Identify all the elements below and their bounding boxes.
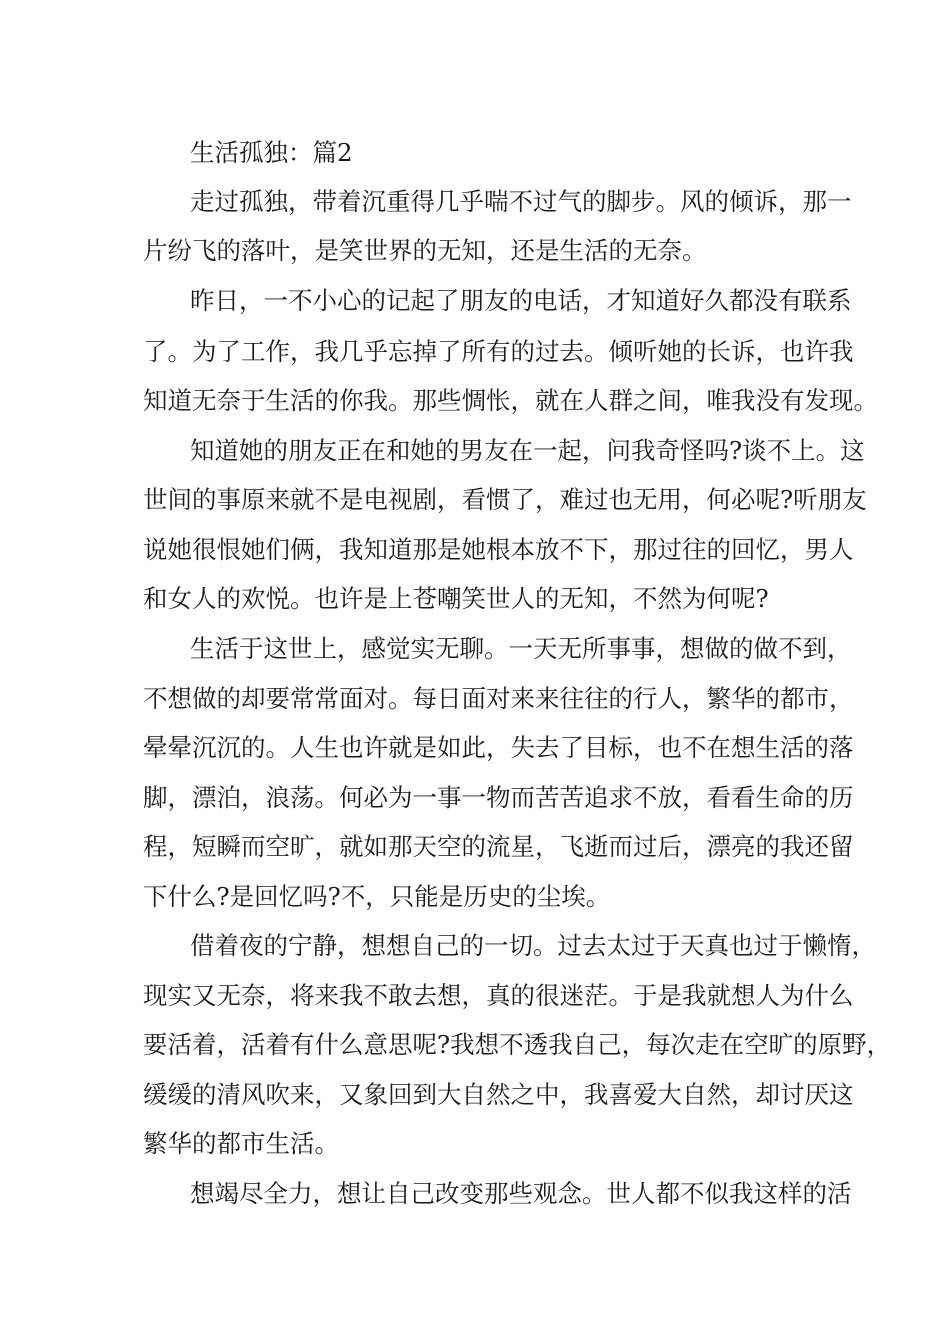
- text-line: 繁华的都市生活。: [143, 1129, 339, 1158]
- text-line: 不想做的却要常常面对。每日面对来来往往的行人，繁华的都市，: [143, 684, 854, 713]
- text-line: 缓缓的清风吹来，又象回到大自然之中，我喜爱大自然，却讨厌这: [143, 1080, 854, 1109]
- text-line: 下什么?是回忆吗?不，只能是历史的尘埃。: [143, 882, 611, 911]
- text-line: 了。为了工作，我几乎忘掉了所有的过去。倾听她的长诉，也许我: [143, 337, 854, 366]
- text-line: 借着夜的宁静，想想自己的一切。过去太过于天真也过于懒惰，: [190, 931, 876, 960]
- text-line: 现实又无奈，将来我不敢去想，真的很迷茫。于是我就想人为什么: [143, 981, 854, 1010]
- text-line: 走过孤独，带着沉重得几乎喘不过气的脚步。风的倾诉，那一: [190, 187, 852, 216]
- text-line: 生活于这世上，感觉实无聊。一天无所事事，想做的做不到，: [190, 634, 852, 663]
- text-line: 脚，漂泊，浪荡。何必为一事一物而苦苦追求不放，看看生命的历: [143, 783, 854, 812]
- text-line: 知道无奈于生活的你我。那些惆怅，就在人群之间，唯我没有发现。: [143, 386, 878, 415]
- text-line: 说她很恨她们俩，我知道那是她根本放不下，那过往的回忆，男人: [143, 535, 854, 564]
- text-line: 晕晕沉沉的。人生也许就是如此，失去了目标，也不在想生活的落: [143, 733, 854, 762]
- text-line: 程，短瞬而空旷，就如那天空的流星，飞逝而过后，漂亮的我还留: [143, 832, 854, 861]
- text-line: 要活着，活着有什么意思呢?我想不透我自己，每次走在空旷的原野，: [143, 1030, 892, 1059]
- heading: 生活孤独：篇2: [190, 138, 353, 167]
- text-line: 知道她的朋友正在和她的男友在一起，问我奇怪吗?谈不上。这: [190, 436, 865, 465]
- text-line: 想竭尽全力，想让自己改变那些观念。世人都不似我这样的活: [190, 1179, 852, 1208]
- text-line: 世间的事原来就不是电视剧，看惯了，难过也无用，何必呢?听朋友: [143, 485, 867, 514]
- text-line: 片纷飞的落叶，是笑世界的无知，还是生活的无奈。: [143, 236, 707, 265]
- text-line: 昨日，一不小心的记起了朋友的电话，才知道好久都没有联系: [190, 286, 852, 315]
- text-line: 和女人的欢悦。也许是上苍嘲笑世人的无知，不然为何呢?: [143, 584, 769, 613]
